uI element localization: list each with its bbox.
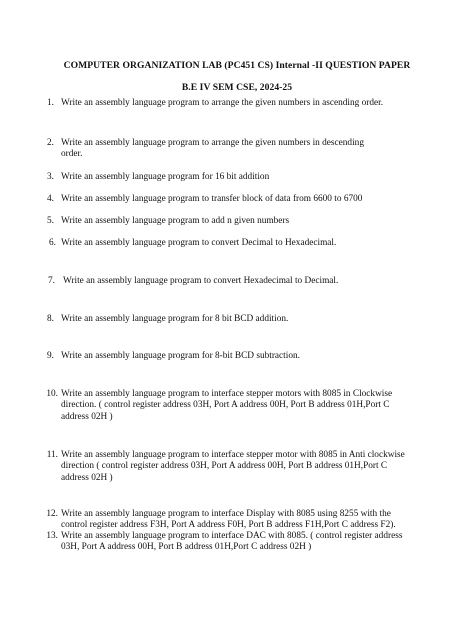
question-text (61, 216, 406, 227)
question-number: 4. (47, 194, 54, 204)
document-title: COMPUTER ORGANIZATION LAB (PC451 CS) Internal -II QUESTION PAPER (63, 60, 411, 71)
question-text-line: Write an assembly language program to interface stepper motor with 8085 in Anti clockwise (61, 450, 405, 460)
question-text (61, 389, 406, 423)
question-text-line: Write an assembly language program to convert Decimal to Hexadecimal. (61, 238, 337, 248)
question-text-line: Write an assembly language program for 8-bit BCD subtraction. (61, 351, 300, 361)
question-text (61, 509, 406, 532)
question-text-line: direction ( control register address 03H, Port A address 00H, Port B address 01H,Port C (61, 461, 388, 472)
question-text-line: Write an assembly language program to transfer block of data from 6600 to 6700 (61, 194, 363, 204)
question-number: 8. (47, 314, 54, 324)
question-text (61, 450, 406, 484)
question-text-line: order. (61, 149, 83, 160)
question-text-line: direction. ( control register address 03H, Port A address 00H, Port B address 01H,Port C (61, 400, 390, 411)
question-number: 9. (47, 351, 54, 361)
question-number: 13. (46, 531, 58, 541)
question-number: 10. (46, 389, 58, 399)
question-number: 5. (47, 216, 54, 226)
question-text-line: Write an assembly language program for 16 bit addition (61, 172, 270, 182)
question-number: 6. (49, 238, 56, 248)
question-number: 7. (48, 276, 55, 286)
question-text-line: Write an assembly language program for 8 bit BCD addition. (61, 314, 289, 324)
question-text-line: Write an assembly language program to arrange the given numbers in ascending order. (61, 98, 384, 108)
question-number: 2. (47, 138, 54, 148)
question-text-line: 03H, Port A address 00H, Port B address 01H,Port C address 02H ) (61, 542, 312, 553)
question-text-line: Write an assembly language program to interface stepper motors with 8085 in Clockwise (61, 389, 393, 399)
question-text (61, 238, 406, 249)
question-text (61, 98, 406, 109)
question-text-line: control register address F3H, Port A address F0H, Port B address F1H,Port C address F2). (61, 520, 396, 531)
question-text (61, 314, 406, 325)
question-number: 12. (46, 509, 58, 519)
question-text-line: address 02H ) (61, 411, 113, 422)
question-text-line: Write an assembly language program to interface Display with 8085 using 8255 with the (61, 509, 391, 519)
question-text (61, 531, 406, 554)
question-number: 11. (46, 450, 58, 460)
document-subtitle: B.E IV SEM CSE, 2024-25 (181, 82, 293, 93)
question-text-line: Write an assembly language program to interface DAC with 8085. ( control register address (61, 531, 403, 541)
question-text (61, 194, 406, 205)
question-text-line: Write an assembly language program to add n given numbers (61, 216, 290, 226)
question-text (61, 351, 406, 362)
question-text (61, 138, 406, 161)
question-text (63, 276, 406, 287)
question-text-line: Write an assembly language program to convert Hexadecimal to Decimal. (63, 276, 339, 286)
question-text-line: Write an assembly language program to arrange the given numbers in descending (61, 138, 364, 148)
question-text (61, 172, 406, 183)
question-number: 3. (47, 172, 54, 182)
question-number: 1. (47, 98, 54, 108)
question-text-line: address 02H ) (61, 472, 113, 483)
